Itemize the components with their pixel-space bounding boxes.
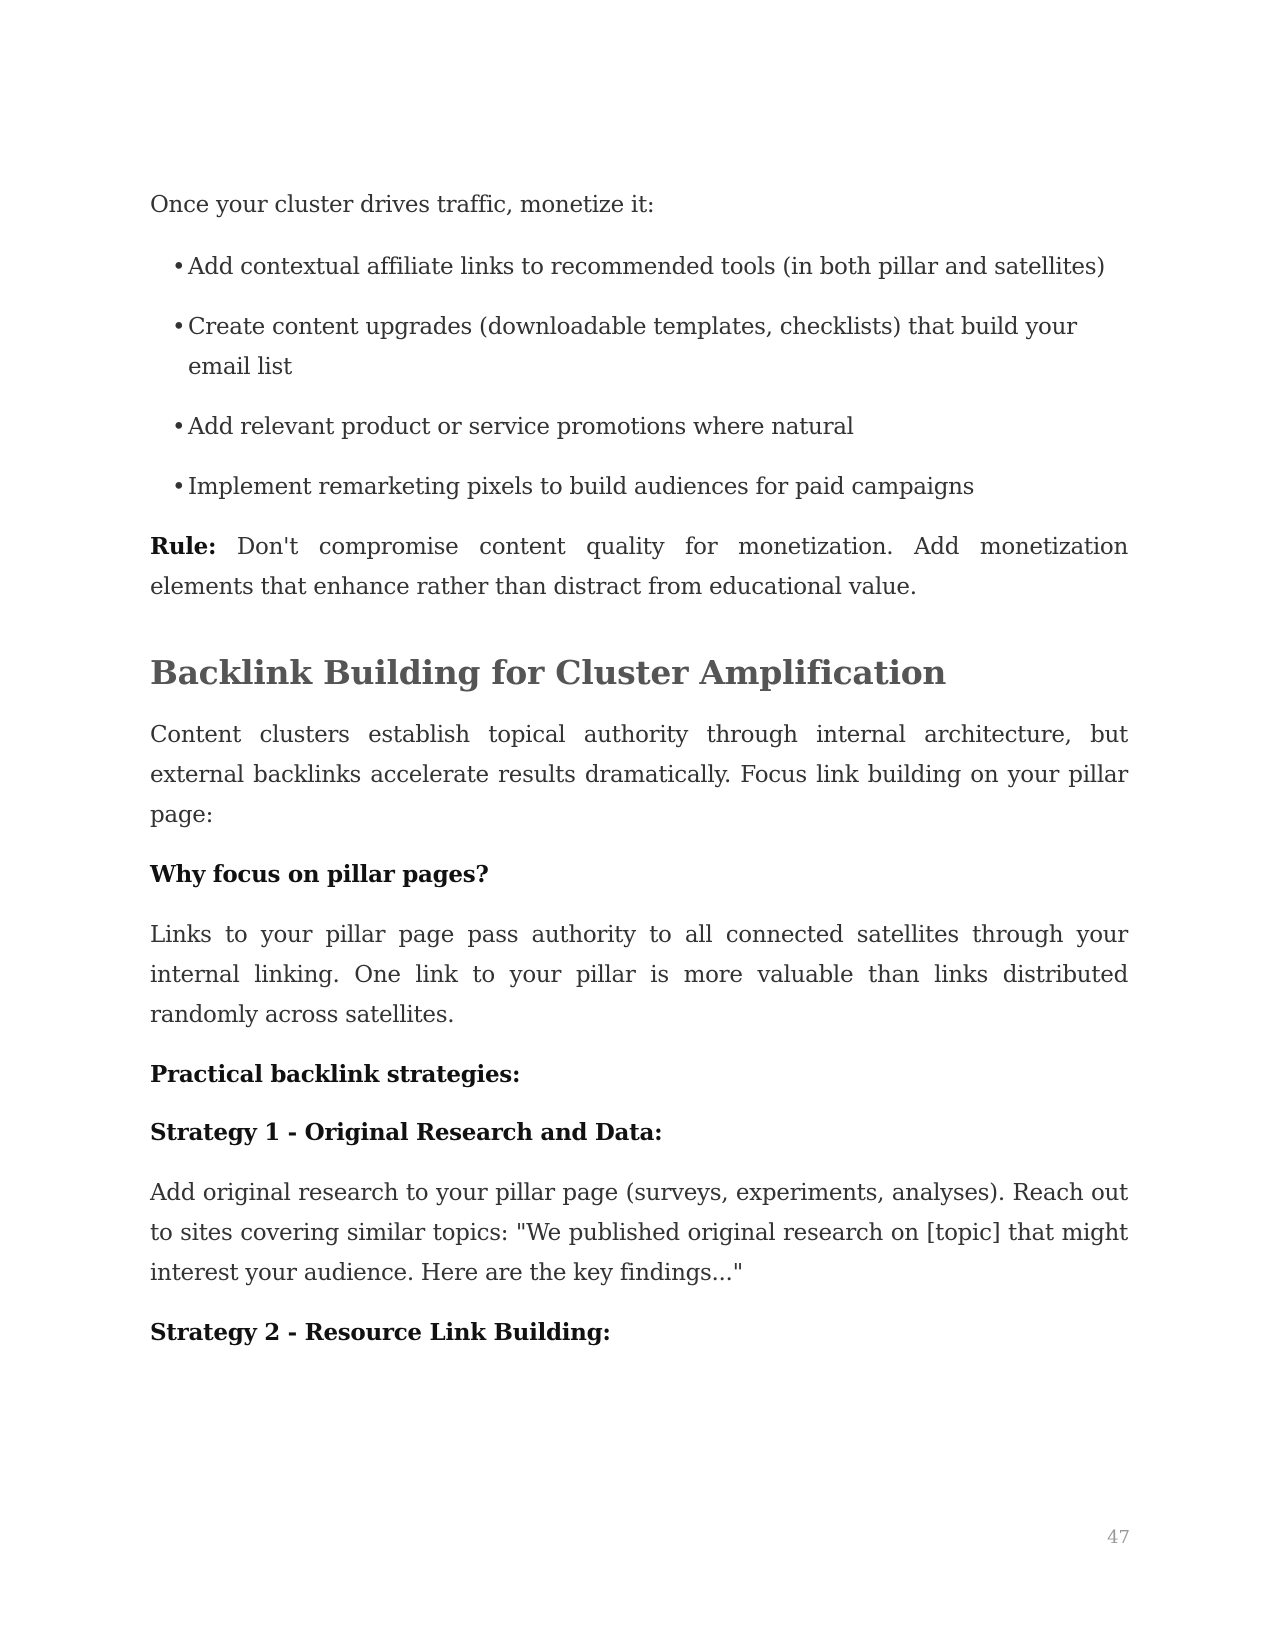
- list-item-text: Implement remarketing pixels to build audiences for paid campaigns: [188, 474, 975, 500]
- section-heading: Backlink Building for Cluster Amplification: [150, 653, 947, 692]
- monetization-list: [150, 247, 1128, 507]
- list-item-text: Add contextual affiliate links to recommended tools (in both pillar and satellites): [188, 254, 1105, 280]
- rule-text: Don't compromise content quality for monetization. Add monetization elements that enhance rather than distract from educational value.: [150, 534, 1128, 600]
- section-intro: Content clusters establish topical authority through internal architecture, but external backlinks accelerate results dramatically. Focus link building on your pillar page:: [150, 722, 1128, 828]
- page-number: 47: [1107, 1527, 1130, 1548]
- bullet-icon: •: [172, 254, 186, 280]
- strategy1-paragraph: Add original research to your pillar page (surveys, experiments, analyses). Reach out to sites covering similar topics: "We published original research on [topic] that might interest your audience. Here are the key findings...": [150, 1180, 1128, 1286]
- rule-paragraph: [150, 527, 1128, 607]
- document-page: [150, 185, 1128, 1373]
- bullet-icon: •: [172, 314, 186, 340]
- bullet-icon: •: [172, 474, 186, 500]
- list-item-text: Add relevant product or service promotions where natural: [188, 414, 854, 440]
- practical-heading: Practical backlink strategies:: [150, 1061, 521, 1088]
- bullet-icon: •: [172, 414, 186, 440]
- monetize-intro: Once your cluster drives traffic, monetize it:: [150, 192, 655, 218]
- why-heading: Why focus on pillar pages?: [150, 861, 489, 888]
- strategy1-heading: Strategy 1 - Original Research and Data:: [150, 1119, 663, 1146]
- list-item: [150, 247, 1128, 287]
- strategy2-heading: Strategy 2 - Resource Link Building:: [150, 1319, 611, 1346]
- list-item: [150, 307, 1128, 387]
- list-item-text: Create content upgrades (downloadable templates, checklists) that build your email list: [188, 314, 1077, 380]
- list-item: [150, 467, 1128, 507]
- rule-label: Rule:: [150, 533, 217, 560]
- why-paragraph: Links to your pillar page pass authority to all connected satellites through your internal linking. One link to your pillar is more valuable than links distributed randomly across satellites.: [150, 922, 1128, 1028]
- list-item: [150, 407, 1128, 447]
